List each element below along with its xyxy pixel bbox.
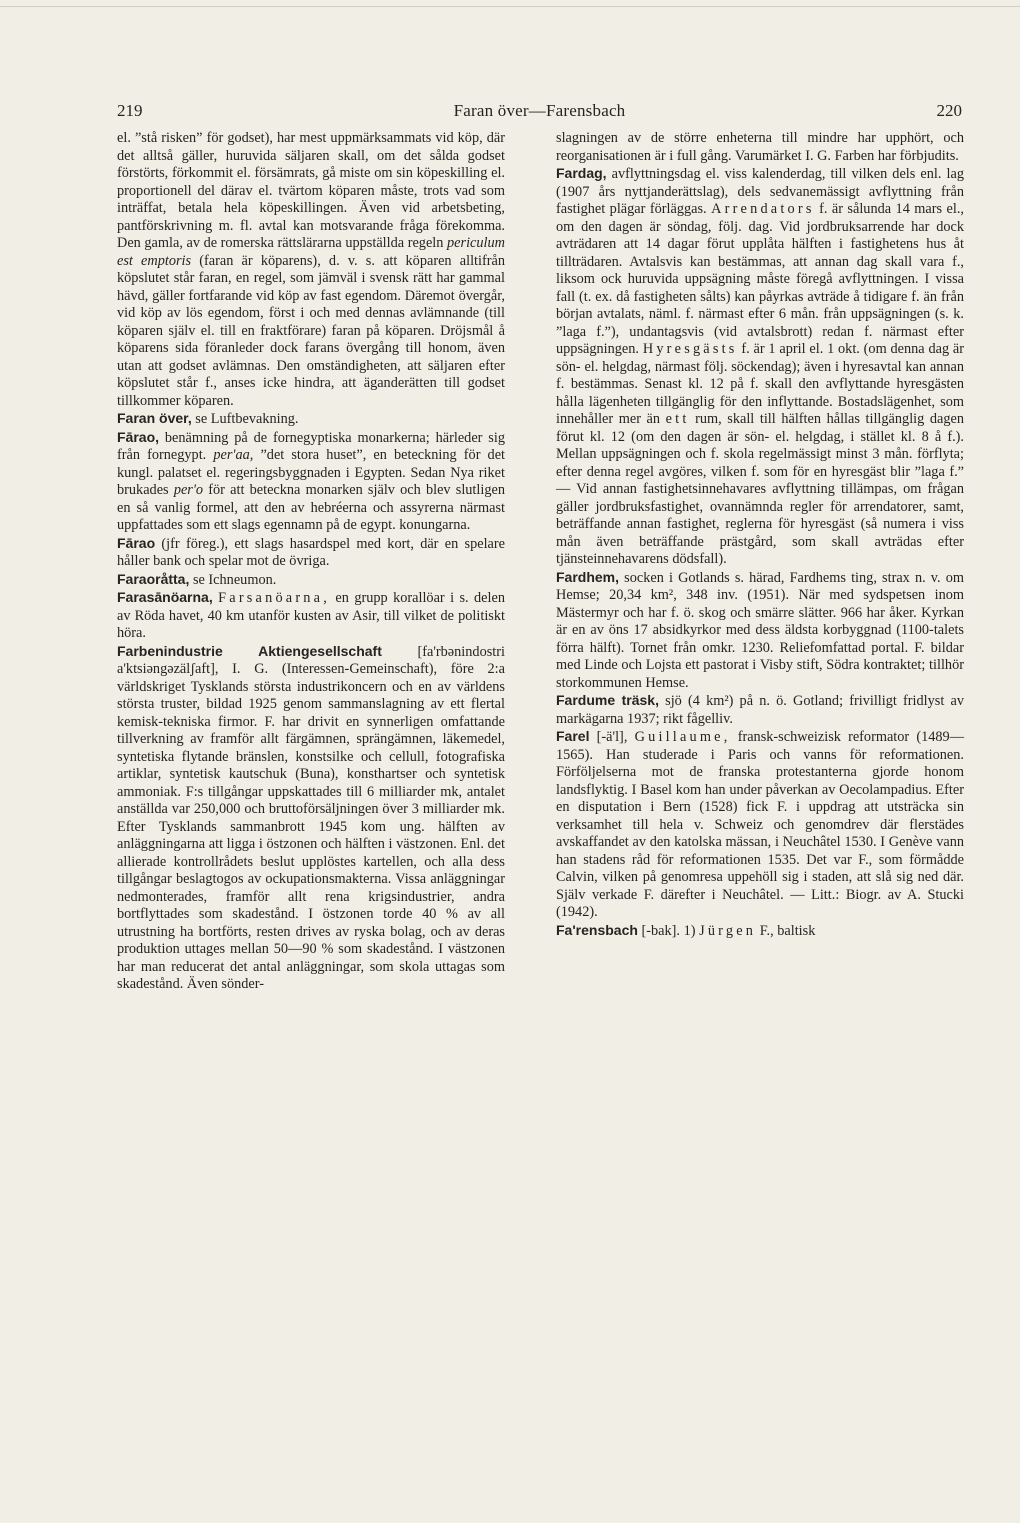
entry-text: (jfr föreg.), ett slags hasardspel med kort, där en spelare håller bank och spelar mot de övriga.	[117, 535, 505, 569]
entry-continued-farben	[556, 130, 964, 165]
entry-text: el. ”stå risken” för godset), har mest uppmärksammats vid köp, där det alltså gäller, huruvida säljaren skall, om det sålda godset förstörts, förkommit el. försämrats, gå miste om sin köpeskilling el. proportionell del därav el. tvärtom köparen måste, trots vad som inträffat, betala hela köpeskillingen. Även vid arbetsbeting, pantförskrivning m. fl. avtal kan motsvarande fråga förekomma. Den gamla, av de romerska rättslärarna uppställda regeln	[117, 130, 505, 251]
entry-headword: Fārao,	[117, 428, 160, 445]
entry-text: en grupp korallöar i s. delen av Röda havet, 40 km utanför kusten av Asir, till vilket de politiskt höra.	[117, 590, 505, 641]
entry-text: benämning på de fornegyptiska monarkerna; härleder sig från fornegypt.	[117, 429, 505, 463]
entry-text: [-ä'l],	[596, 729, 628, 745]
entry-text: rum, skall till hälften hållas tillgänglig dagen förut kl. 12 (om den dagen är sön- el. helgdag, i stället kl. 8 å f.). Mellan uppsägningen och f. skola regelmässigt minst 3 mån. förflyta; efter denna regel avgöres, vilken f. som för en hyresgäst blir ”laga f.” — Vid annan fastighetsinnehavares avflyttning tillämpas, om frågan gäller jordbruksfastighet, ovannämnda regler för arrendatorer, samt, beträffande annan fastighet, reglerna för hyresgäst (så numera i viss mån även beträffande prästgård, som skall avträdas efter tjänsteinnehavarens dödsfall).	[556, 411, 965, 567]
entry-headword: Farasānöarna,	[117, 589, 213, 605]
top-rule	[0, 6, 1020, 7]
entry-fardag	[556, 165, 964, 569]
entry-faraoratta	[117, 571, 505, 590]
entry-text: se Ichneumon.	[192, 571, 277, 588]
entry-farao-1	[117, 429, 505, 535]
entry-text: ”det stora huset”, en beteckning för det kungl. palatset el. regeringsbyggnaden i Egypten. Sedan Nya riket brukades	[117, 447, 506, 498]
entry-farbenindustrie	[117, 643, 505, 994]
entry-continued-faran	[117, 130, 505, 410]
entry-farensbach	[556, 922, 964, 941]
entry-headword: Farel	[556, 728, 590, 744]
entry-headword: Fardhem,	[556, 568, 620, 585]
spaced-name: Guillaume,	[634, 729, 731, 745]
entry-headword: Fardag,	[556, 165, 607, 181]
spaced-word: ett	[665, 411, 690, 427]
entry-text: [-bak]. 1)	[641, 922, 696, 939]
entry-faran-over	[117, 410, 505, 429]
entry-farao-2	[117, 535, 505, 571]
entry-text: f. är sålunda 14 mars el., om den dagen är söndag, följ. dag. Vid jordbruksarrende har dock avträdaren att 14 dagar förut upplåta hälften i fastighetens hus åt tillträdaren. Avtalsvis kan bestämmas, att annan dag skall vara f., liksom ock huruvida uppsägning måste föregå avflyttningen. I vissa fall (t. ex. då fastigheten sålts) kan påyrkas avträde å tidigare f. än från början avtalats, näml. f. närmast efter 6 mån. från uppsägningen (s. k. ”laga f.”), undantagsvis (vid avtalsbrott) redan f. närmast efter uppsägningen.	[556, 201, 965, 357]
spaced-name: Farsanöarna,	[218, 590, 330, 606]
spaced-word: Hyresgästs	[642, 341, 738, 357]
entry-text: socken i Gotlands s. härad, Fardhems ting, strax n. v. om Hemse; 20,34 km², 348 inv. (1951). När med sydspetsen inom Mästermyr och har f. ö. skog och smärre slätter. 966 har åker. Kyrkan är en av öns 17 absidkyrkor med dess äldsta korbyggnad (1100-talets förra hälft). Tornet från omkr. 1230. Reliefomfattad portal. F. bildar med Linde och Lojsta ett pastorat i Visby stift, Södra kontraktet; tillhör storkommunen Hemse.	[556, 569, 965, 691]
entry-fardume-trask	[556, 692, 964, 728]
entry-text: sjö (4 km²) på n. ö. Gotland; frivilligt fridlyst av markägarna 1937; rikt fågelliv.	[556, 693, 964, 727]
entry-text: (faran är köparens), d. v. s. att köparen alltifrån köpslutet står faran, en regel, som jämväl i svensk rätt har gammal hävd, gäller fortfarande vid köp av fast egendom. Däremot övergår, vid köp av lös egendom, först i och med dennas avlämnande (till köparen själv el. till en fraktförare) faran på köparen. Dröjsmål å köparens sida föranleder dock farans övergång till honom, även utan att godset avlämnas. Den omständigheten, att säljaren efter köpslutet står f., anses icke hindra, att äganderätten till godset tillkommer köparen.	[117, 252, 505, 409]
egyptian-word: per'o	[173, 482, 204, 498]
entry-text: se Luftbevakning.	[195, 411, 299, 427]
entry-text: slagningen av de större enheterna till mindre har upphört, och reorganisationen är i full gång. Varumärket I. G. Farben har förbjudits.	[556, 130, 964, 164]
entry-headword: Faraoråtta,	[117, 570, 190, 587]
latin-phrase: periculum est emptoris	[117, 235, 505, 269]
entry-text: f. är 1 april el. 1 okt. (om denna dag är sön- el. helgdag, närmast följ. söckendag); även i hyresavtal kan annan f. bestämmas. Senast kl. 12 på f. skall den avflyttande hyresgästen hålla lägenheten tillgänglig för den inflyttande. Bostadslägenhet, som innehåller mer än	[556, 341, 964, 427]
entry-farel	[556, 728, 964, 922]
entry-text: [fa'rbənindostri a'ktsiəngəzälʃaft], I. G. (Interessen-Gemeinschaft), före 2:a världskriget Tysklands största industrikoncern och en av världens största truster, bildad 1925 genom sammanslagning av ett flertal kemisk-tekniska firmor. F. har drivit en synnerligen omfattande tillverkning av framför allt färgämnen, sprängämnen, läkemedel, syntetiska flytande bränslen, konstsilke och cellull, fotografiska artiklar, syntetisk kautschuk (Buna), konsthartser och syntetisk ammoniak. F:s tillgångar uppskattades till 6 milliarder mk, antalet anställda var 250,000 och bruttoförsäljningen över 3 milliarder mk. Efter Tysklands sammanbrott 1945 kom ung. hälften av anläggningarna att ligga i östzonen och hälften i västzonen. Enl. det allierade kontrollrådets beslut upplöstes kartellen, och alla dess tillgångar beslagtogos av ockupationsmakterna. Vissa anläggningar nedmonterades, framför allt rena krigsindustrier, andra bortflyttades som skadestånd. I östzonen torde 40 % av all utrustning ha bortförts, resten drives av ryska bolag, och av deras produktion uttages mellan 50—90 % som skadestånd. I västzonen har man reducerat det antal anläggningar, som skola uttagas som skadestånd. Även sönder-	[117, 643, 505, 992]
entry-farasanoarna	[117, 589, 505, 643]
page-number-right: 220	[936, 101, 962, 120]
entry-text: fransk-schweizisk reformator (1489—1565). Han studerade i Paris och vanns för reformationen. Förföljelserna mot de franska protestanterna gjorde honom landsflyktig. I Basel kom han under påverkan av Oecolampadius. Efter en disputation i Bern (1528) fick F. i uppdrag att utsträcka sin verksamhet till hela v. Schweiz och genomdrev där flerstädes avskaffandet av den katolska mässan, i Neuchâtel 1530. I Genève vann han stadens råd för reformationen 1535. Det var F., som förmådde Calvin, vilken på genomresa uppehöll sig i staden, att slå sig ned där. Själv verkade F. därefter i Neuchâtel. — Litt.: Biogr. av A. Stucki (1942).	[556, 729, 965, 920]
entry-fardhem	[556, 569, 964, 693]
page-number-left: 219	[117, 101, 143, 120]
entry-headword: Fa'rensbach	[556, 921, 638, 938]
entry-text: F., baltisk	[759, 922, 816, 939]
spaced-name: Jürgen	[699, 922, 757, 939]
page-header	[117, 101, 962, 125]
spaced-word: Arrendators	[711, 201, 815, 217]
right-column	[556, 130, 964, 940]
entry-text: avflyttningsdag el. viss kalenderdag, till vilken dels enl. lag (1907 års nyttjanderättslag), dels sedvanemässigt avflyttning från fastighet plägar förläggas.	[556, 166, 964, 217]
entry-headword: Fārao	[117, 534, 156, 551]
entry-headword: Farbenindustrie Aktiengesellschaft	[117, 642, 382, 659]
entry-headword: Faran över,	[117, 410, 192, 426]
entry-text: för att beteckna monarken själv och blev slutligen en så vanlig formel, att den av hebréerna och assyrerna närmast uppfattades som ett slags egennamn på de egypt. konungarna.	[117, 482, 505, 533]
left-column	[117, 130, 505, 994]
entry-headword: Fardume träsk,	[556, 692, 659, 708]
egyptian-word: per'aa,	[213, 447, 254, 463]
running-title: Faran över—Farensbach	[453, 101, 626, 120]
